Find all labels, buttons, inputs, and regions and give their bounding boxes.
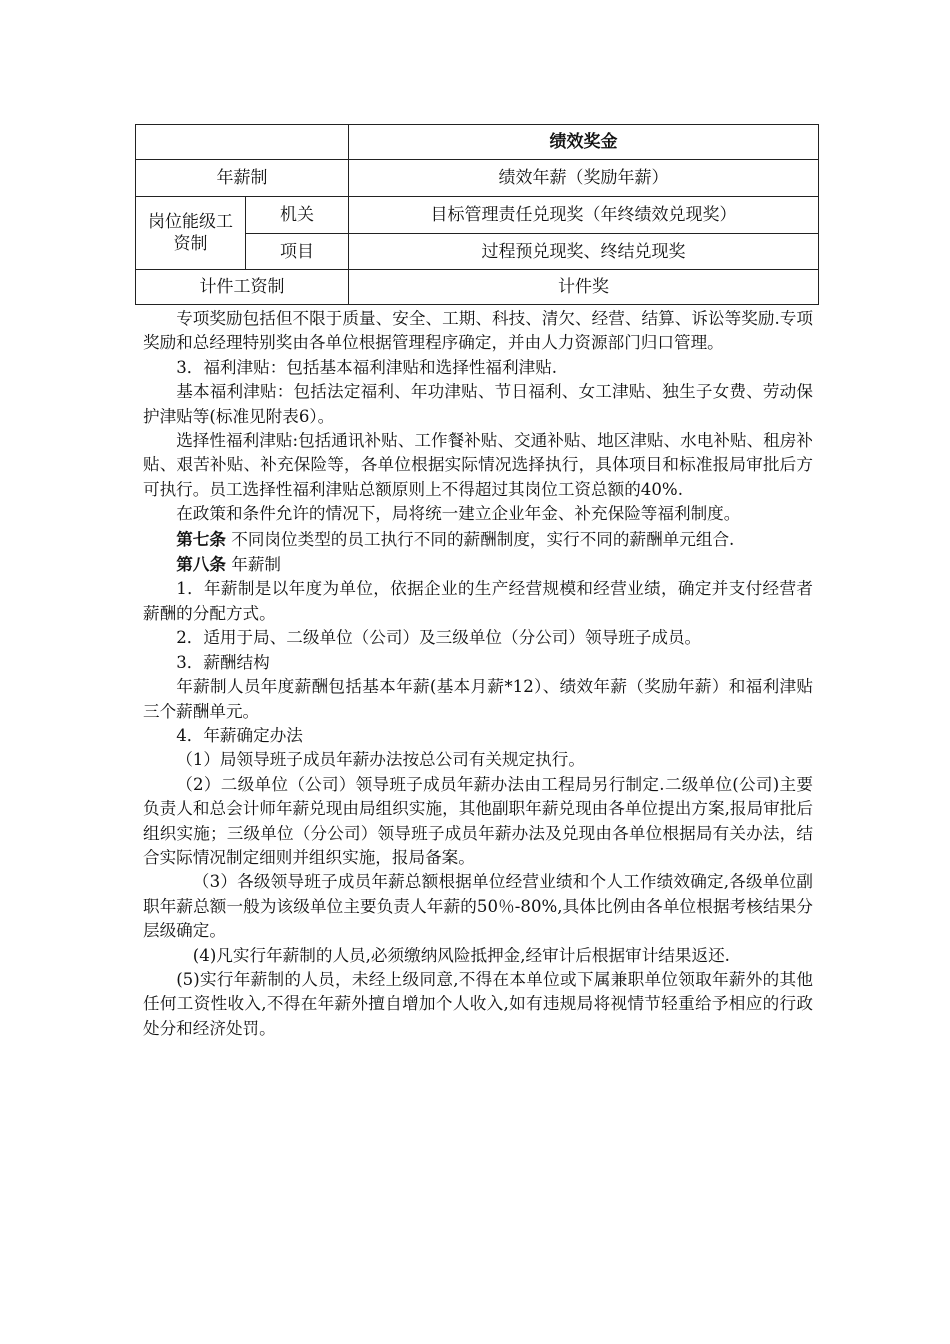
paragraph: 年薪制人员年度薪酬包括基本年薪(基本月薪*12）、绩效年薪（奖励年薪）和福利津贴三个薪酬单元。: [143, 677, 813, 721]
paragraph: 基本福利津贴：包括法定福利、年功津贴、节日福利、女工津贴、独生子女费、劳动保护津贴等(标准见附表6）。: [143, 382, 813, 426]
paragraph: （1）局领导班子成员年薪办法按总公司有关规定执行。: [176, 750, 585, 770]
article-paragraph: [143, 552, 813, 577]
table-cell-value: 计件奖: [349, 270, 819, 305]
article-number: 第八条: [176, 554, 226, 575]
paragraph: 3．薪酬结构: [176, 652, 270, 672]
table-cell-value: 绩效年薪（奖励年薪）: [349, 160, 819, 197]
table-cell-value: 过程预兑现奖、终结兑现奖: [349, 234, 819, 270]
paragraph: 在政策和条件允许的情况下，局将统一建立企业年金、补充保险等福利制度。: [176, 504, 741, 524]
article-text: 年薪制: [231, 555, 282, 575]
paragraph: 4．年薪确定办法: [176, 725, 303, 745]
table-cell-label: 年薪制: [136, 160, 349, 197]
table-cell-label: 岗位能级工资制: [136, 197, 246, 270]
paragraph: 选择性福利津贴:包括通讯补贴、工作餐补贴、交通补贴、地区津贴、水电补贴、租房补贴、艰苦补贴、补充保险等，各单位根据实际情况选择执行，具体项目和标准报局审批后方可执行。员工选择性福利津贴总额原则上不得超过其岗位工资总额的40%.: [143, 431, 813, 499]
table-cell-empty: [136, 125, 349, 160]
table-cell-label: 计件工资制: [136, 270, 349, 305]
article-text: 不同岗位类型的员工执行不同的薪酬制度，实行不同的薪酬单元组合.: [231, 529, 735, 549]
table-cell-value: 目标管理责任兑现奖（年终绩效兑现奖）: [349, 197, 819, 234]
paragraph: 专项奖励包括但不限于质量、安全、工期、科技、清欠、经营、结算、诉讼等奖励.专项奖励和总经理特别奖由各单位根据管理程序确定，并由人力资源部门归口管理。: [143, 309, 813, 353]
paragraph: 2．适用于局、二级单位（公司）及三级单位（分公司）领导班子成员。: [176, 628, 702, 648]
compensation-table: [135, 124, 819, 305]
table-row: [136, 160, 819, 197]
table-row: [136, 270, 819, 305]
table-cell-sublabel: 项目: [246, 234, 349, 270]
article-paragraph: [143, 527, 813, 552]
paragraph: (5)实行年薪制的人员，未经上级同意,不得在本单位或下属兼职单位领取年薪外的其他任何工资性收入,不得在年薪外擅自增加个人收入,如有违规局将视情节轻重给予相应的行政处分和经济处罚。: [143, 969, 813, 1038]
table-row: [136, 125, 819, 160]
table-header-cell: 绩效奖金: [349, 125, 819, 160]
paragraph: （3）各级领导班子成员年薪总额根据单位经营业绩和个人工作绩效确定,各级单位副职年薪总额一般为该级单位主要负责人年薪的50％-80%,具体比例由各单位根据考核结果分层级确定。: [143, 872, 813, 941]
table-cell-sublabel: 机关: [246, 197, 349, 234]
article-number: 第七条: [176, 528, 226, 549]
paragraph: （2）二级单位（公司）领导班子成员年薪办法由工程局另行制定.二级单位(公司)主要负责人和总会计师年薪兑现由局组织实施，其他副职年薪兑现由各单位提出方案,报局审批后组织实施；三级单位（分公司）领导班子成员年薪办法及兑现由各单位根据局有关办法，结合实际情况制定细则并组织实施，报局备案。: [143, 774, 813, 867]
table-row: [136, 197, 819, 234]
document-body: [143, 307, 813, 1041]
paragraph: 3．福利津贴：包括基本福利津贴和选择性福利津贴.: [176, 357, 558, 377]
paragraph: (4)凡实行年薪制的人员,必须缴纳风险抵押金,经审计后根据审计结果返还.: [192, 945, 730, 965]
paragraph: 1．年薪制是以年度为单位，依据企业的生产经营规模和经营业绩，确定并支付经营者薪酬的分配方式。: [143, 579, 813, 623]
